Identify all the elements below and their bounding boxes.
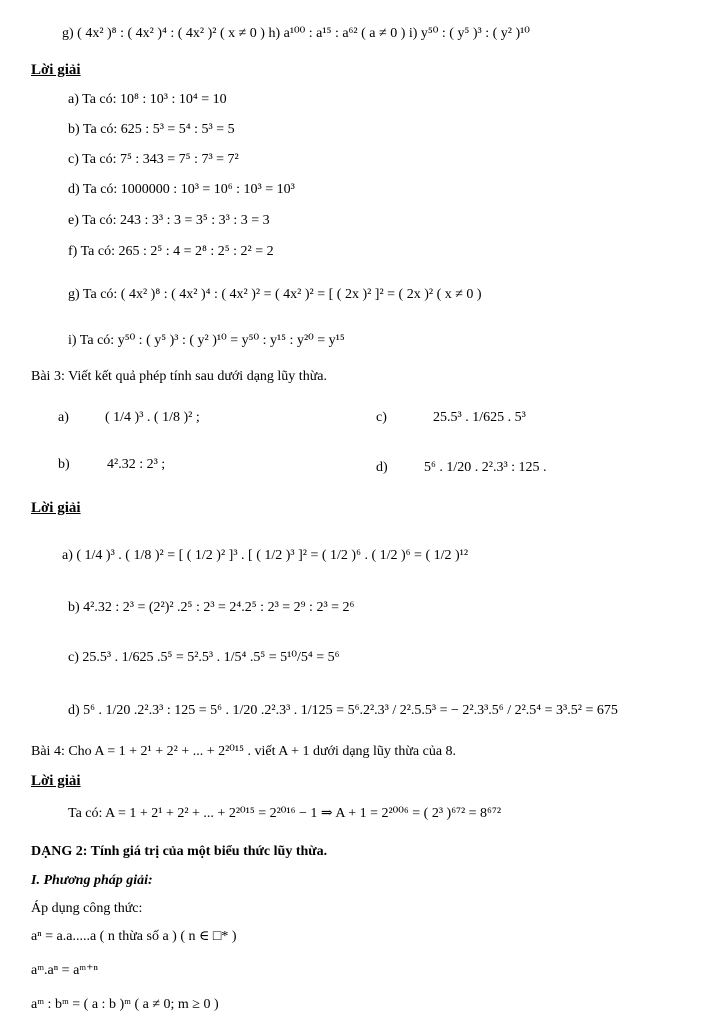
solution-b: b) Ta có: 625 : 5³ = 5⁴ : 5³ = 5 [68,122,235,137]
solution-c: c) Ta có: 7⁵ : 343 = 7⁵ : 7³ = 7² [68,152,239,167]
solution-f: f) Ta có: 265 : 2⁵ : 4 = 2⁸ : 2⁵ : 2² = 2 [68,244,274,259]
line-g-h-i-exercise: g) ( 4x² )⁸ : ( 4x² )⁴ : ( 4x² )² ( x ≠ 0 ) h) a¹⁰⁰ : a¹⁵ : a⁶² ( a ≠ 0 ) i) y⁵⁰ : ( y⁵ )³ : ( y² )¹⁰ [62,26,530,41]
exercise-3-expr-b: 4².32 : 2³ ; [107,457,166,472]
formula-power-definition: aⁿ = a.a.....a ( n thừa số a ) ( n ∈ □* ) [31,929,237,944]
section-dang-2: DẠNG 2: Tính giá trị của một biểu thức lũy thừa. [31,844,328,859]
solution-heading-2: Lời giải [31,500,81,516]
solution-a: a) Ta có: 10⁸ : 10³ : 10⁴ = 10 [68,92,227,107]
solution-3a: a) ( 1/4 )³ . ( 1/8 )² = [ ( 1/2 )² ]³ . [ ( 1/2 )³ ]² = ( 1/2 )⁶ . ( 1/2 )⁶ = ( 1/2 )¹² [62,548,469,563]
solution-3c: c) 25.5³ . 1/625 .5⁵ = 5².5³ . 1/5⁴ .5⁵ = 5¹⁰/5⁴ = 5⁶ [68,650,340,665]
formula-quotient-powers: aᵐ : bᵐ = ( a : b )ᵐ ( a ≠ 0; m ≥ 0 ) [31,997,219,1012]
solution-g: g) Ta có: ( 4x² )⁸ : ( 4x² )⁴ : ( 4x² )² = ( 4x² )² = [ ( 2x )² ]² = ( 2x )² ( x ≠ 0 ) [68,287,482,302]
solution-e: e) Ta có: 243 : 3³ : 3 = 3⁵ : 3³ : 3 = 3 [68,213,270,228]
solution-heading-1: Lời giải [31,62,81,78]
exercise-3-label-b: b) [58,457,70,472]
exercise-3-expr-c: 25.5³ . 1/625 . 5³ [433,410,526,425]
exercise-3-expr-a: ( 1/4 )³ . ( 1/8 )² ; [105,410,200,425]
solution-i: i) Ta có: y⁵⁰ : ( y⁵ )³ : ( y² )¹⁰ = y⁵⁰ : y¹⁵ : y²⁰ = y¹⁵ [68,333,345,348]
solution-3b: b) 4².32 : 2³ = (2²)² .2⁵ : 2³ = 2⁴.2⁵ : 2³ = 2⁹ : 2³ = 2⁶ [68,600,355,615]
exercise-3-label-a: a) [58,410,69,425]
exercise-4-title: Bài 4: Cho A = 1 + 2¹ + 2² + ... + 2²⁰¹⁵ . viết A + 1 dưới dạng lũy thừa của 8. [31,744,457,759]
exercise-3-label-d: d) [376,460,388,475]
solution-3d: d) 5⁶ . 1/20 .2².3³ : 125 = 5⁶ . 1/20 .2².3³ . 1/125 = 5⁶.2².3³ / 2².5.5³ = − 2².3³.5⁶ / 2².5⁴ = 3³.5² = 675 [68,703,618,718]
exercise-3-label-c: c) [376,410,387,425]
apply-formula-label: Áp dụng công thức: [31,901,143,916]
solution-4: Ta có: A = 1 + 2¹ + 2² + ... + 2²⁰¹⁵ = 2²⁰¹⁶ − 1 ⇒ A + 1 = 2²⁰⁰⁶ = ( 2³ )⁶⁷² = 8⁶⁷² [68,806,502,821]
exercise-3-title: Bài 3: Viết kết quả phép tính sau dưới dạng lũy thừa. [31,369,327,384]
formula-product-powers: aᵐ.aⁿ = aᵐ⁺ⁿ [31,963,98,978]
exercise-3-expr-d: 5⁶ . 1/20 . 2².3³ : 125 . [424,460,547,475]
method-heading: I. Phương pháp giải: [31,873,153,888]
solution-heading-3: Lời giải [31,773,81,789]
solution-d: d) Ta có: 1000000 : 10³ = 10⁶ : 10³ = 10³ [68,182,295,197]
